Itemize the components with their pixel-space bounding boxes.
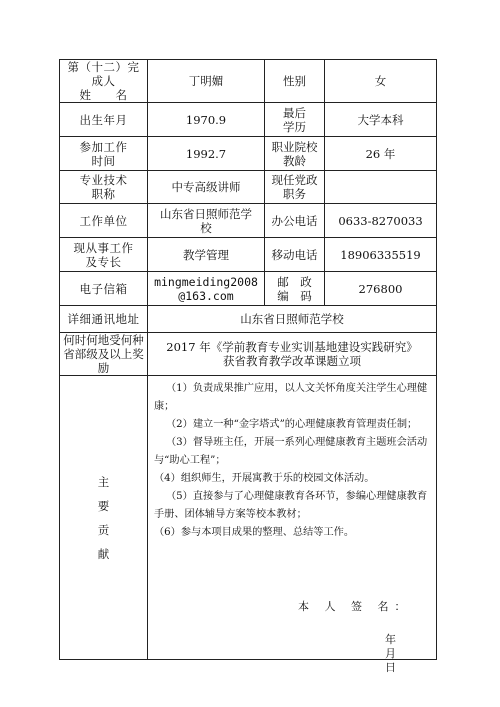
contribution-label-char-2: 要: [97, 498, 110, 513]
postcode-label-line1: 邮 政: [277, 274, 312, 289]
address-label: 详细通讯地址: [60, 306, 148, 333]
current-job-label: [60, 238, 148, 272]
award-value-line2: 获省教育教学改革课题立项: [223, 354, 361, 368]
name-label-line2: 姓 名: [79, 88, 128, 102]
work-unit-value-line2: 校: [200, 220, 212, 235]
work-unit-value[interactable]: [148, 204, 265, 238]
education-value[interactable]: 大学本科: [325, 103, 437, 137]
date-day-label: 日: [385, 661, 396, 674]
postcode-label-line2: 编 码: [277, 288, 312, 303]
title-row: [60, 171, 437, 204]
work-start-label-line2: 时间: [91, 153, 116, 168]
party-post-label-line2: 职务: [283, 187, 306, 201]
work-start-label-line1: 参加工作: [79, 139, 128, 154]
name-label: [60, 60, 148, 103]
award-label: [60, 333, 148, 376]
contribution-label-char-4: 献: [97, 546, 110, 561]
date-year-label: 年: [385, 633, 396, 646]
contribution-label-char-3: 贡: [97, 522, 110, 537]
professional-title-label-line1: 专业技术: [79, 173, 128, 187]
contribution-item: （2）建立一种“金字塔式”的心理健康教育管理责任制；: [166, 419, 418, 430]
teaching-years-value[interactable]: 26 年: [325, 137, 437, 171]
work-start-label: [60, 137, 148, 171]
birth-value[interactable]: 1970.9: [148, 103, 265, 137]
party-post-label-line1: 现任党政: [271, 173, 318, 187]
award-row: [60, 333, 437, 376]
gender-label: 性别: [265, 60, 325, 103]
email-row: [60, 272, 437, 306]
contribution-row: [60, 376, 437, 660]
email-value-line1: mingmeiding2008: [154, 274, 258, 289]
contribution-content[interactable]: [148, 376, 437, 674]
contribution-label-char-1: 主: [97, 474, 110, 489]
party-post-value[interactable]: [325, 171, 437, 204]
name-label-line1: 第（十二）完成人: [67, 60, 140, 88]
current-job-label-line2: 及专长: [85, 254, 122, 269]
mobile-phone-value[interactable]: 18906335519: [325, 238, 437, 272]
contribution-item: （6）参与本项目成果的整理、总结等工作。: [154, 527, 355, 538]
signature-label: 本 人 签 名：: [298, 600, 412, 613]
email-value-line2: @163.com: [178, 288, 234, 303]
personal-info-form: [59, 59, 437, 674]
email-label: 电子信箱: [60, 272, 148, 306]
job-row: [60, 238, 437, 272]
teaching-years-label-line2: 教龄: [283, 153, 306, 168]
contribution-item: （1）负责成果推广应用，以人文关怀角度关注学生心理健康；: [154, 383, 428, 412]
signature-date: [356, 633, 436, 675]
birth-label: 出生年月: [60, 103, 148, 137]
award-label-line1: 何时何地受何种: [63, 333, 144, 347]
education-label: [265, 103, 325, 137]
contribution-label: [60, 376, 148, 660]
mobile-phone-label: 移动电话: [265, 238, 325, 272]
award-value-line1: 2017 年《学前教育专业实训基地建设实践研究》: [166, 340, 418, 354]
professional-title-label-line2: 职称: [91, 187, 116, 201]
birth-row: [60, 103, 437, 137]
name-value[interactable]: 丁明媚: [148, 60, 265, 103]
professional-title-label: [60, 171, 148, 204]
teaching-years-label: [265, 137, 325, 171]
address-value[interactable]: 山东省日照师范学校: [148, 306, 437, 333]
postcode-label: [265, 272, 325, 306]
education-label-line2: 学历: [283, 119, 306, 134]
work-start-row: [60, 137, 437, 171]
work-unit-value-line1: 山东省日照师范学: [160, 206, 252, 221]
address-row: [60, 306, 437, 333]
award-value[interactable]: [148, 333, 437, 376]
education-label-line1: 最后: [283, 105, 306, 120]
current-job-value[interactable]: 教学管理: [148, 238, 265, 272]
teaching-years-label-line1: 职业院校: [271, 139, 318, 154]
contribution-item: （5）直接参与了心理健康教育各环节，参编心理健康教育手册、团体辅导方案等校本教材；: [154, 491, 428, 520]
award-label-line2: 省部级及以上奖励: [63, 347, 144, 375]
contribution-item: （4）组织师生，开展寓教于乐的校园文体活动。: [154, 473, 375, 484]
current-job-label-line1: 现从事工作: [73, 240, 134, 255]
office-phone-value[interactable]: 0633-8270033: [325, 204, 437, 238]
work-start-value[interactable]: 1992.7: [148, 137, 265, 171]
name-row: [60, 60, 437, 103]
contribution-item: （3）督导班主任，开展一系列心理健康教育主题班会活动与“助心工程”；: [154, 437, 428, 466]
email-value[interactable]: [148, 272, 265, 306]
postcode-value[interactable]: 276800: [325, 272, 437, 306]
unit-row: [60, 204, 437, 238]
party-post-label: [265, 171, 325, 204]
office-phone-label: 办公电话: [265, 204, 325, 238]
gender-value[interactable]: 女: [325, 60, 437, 103]
professional-title-value[interactable]: 中专高级讲师: [148, 171, 265, 204]
work-unit-label: 工作单位: [60, 204, 148, 238]
date-month-label: 月: [385, 647, 396, 660]
